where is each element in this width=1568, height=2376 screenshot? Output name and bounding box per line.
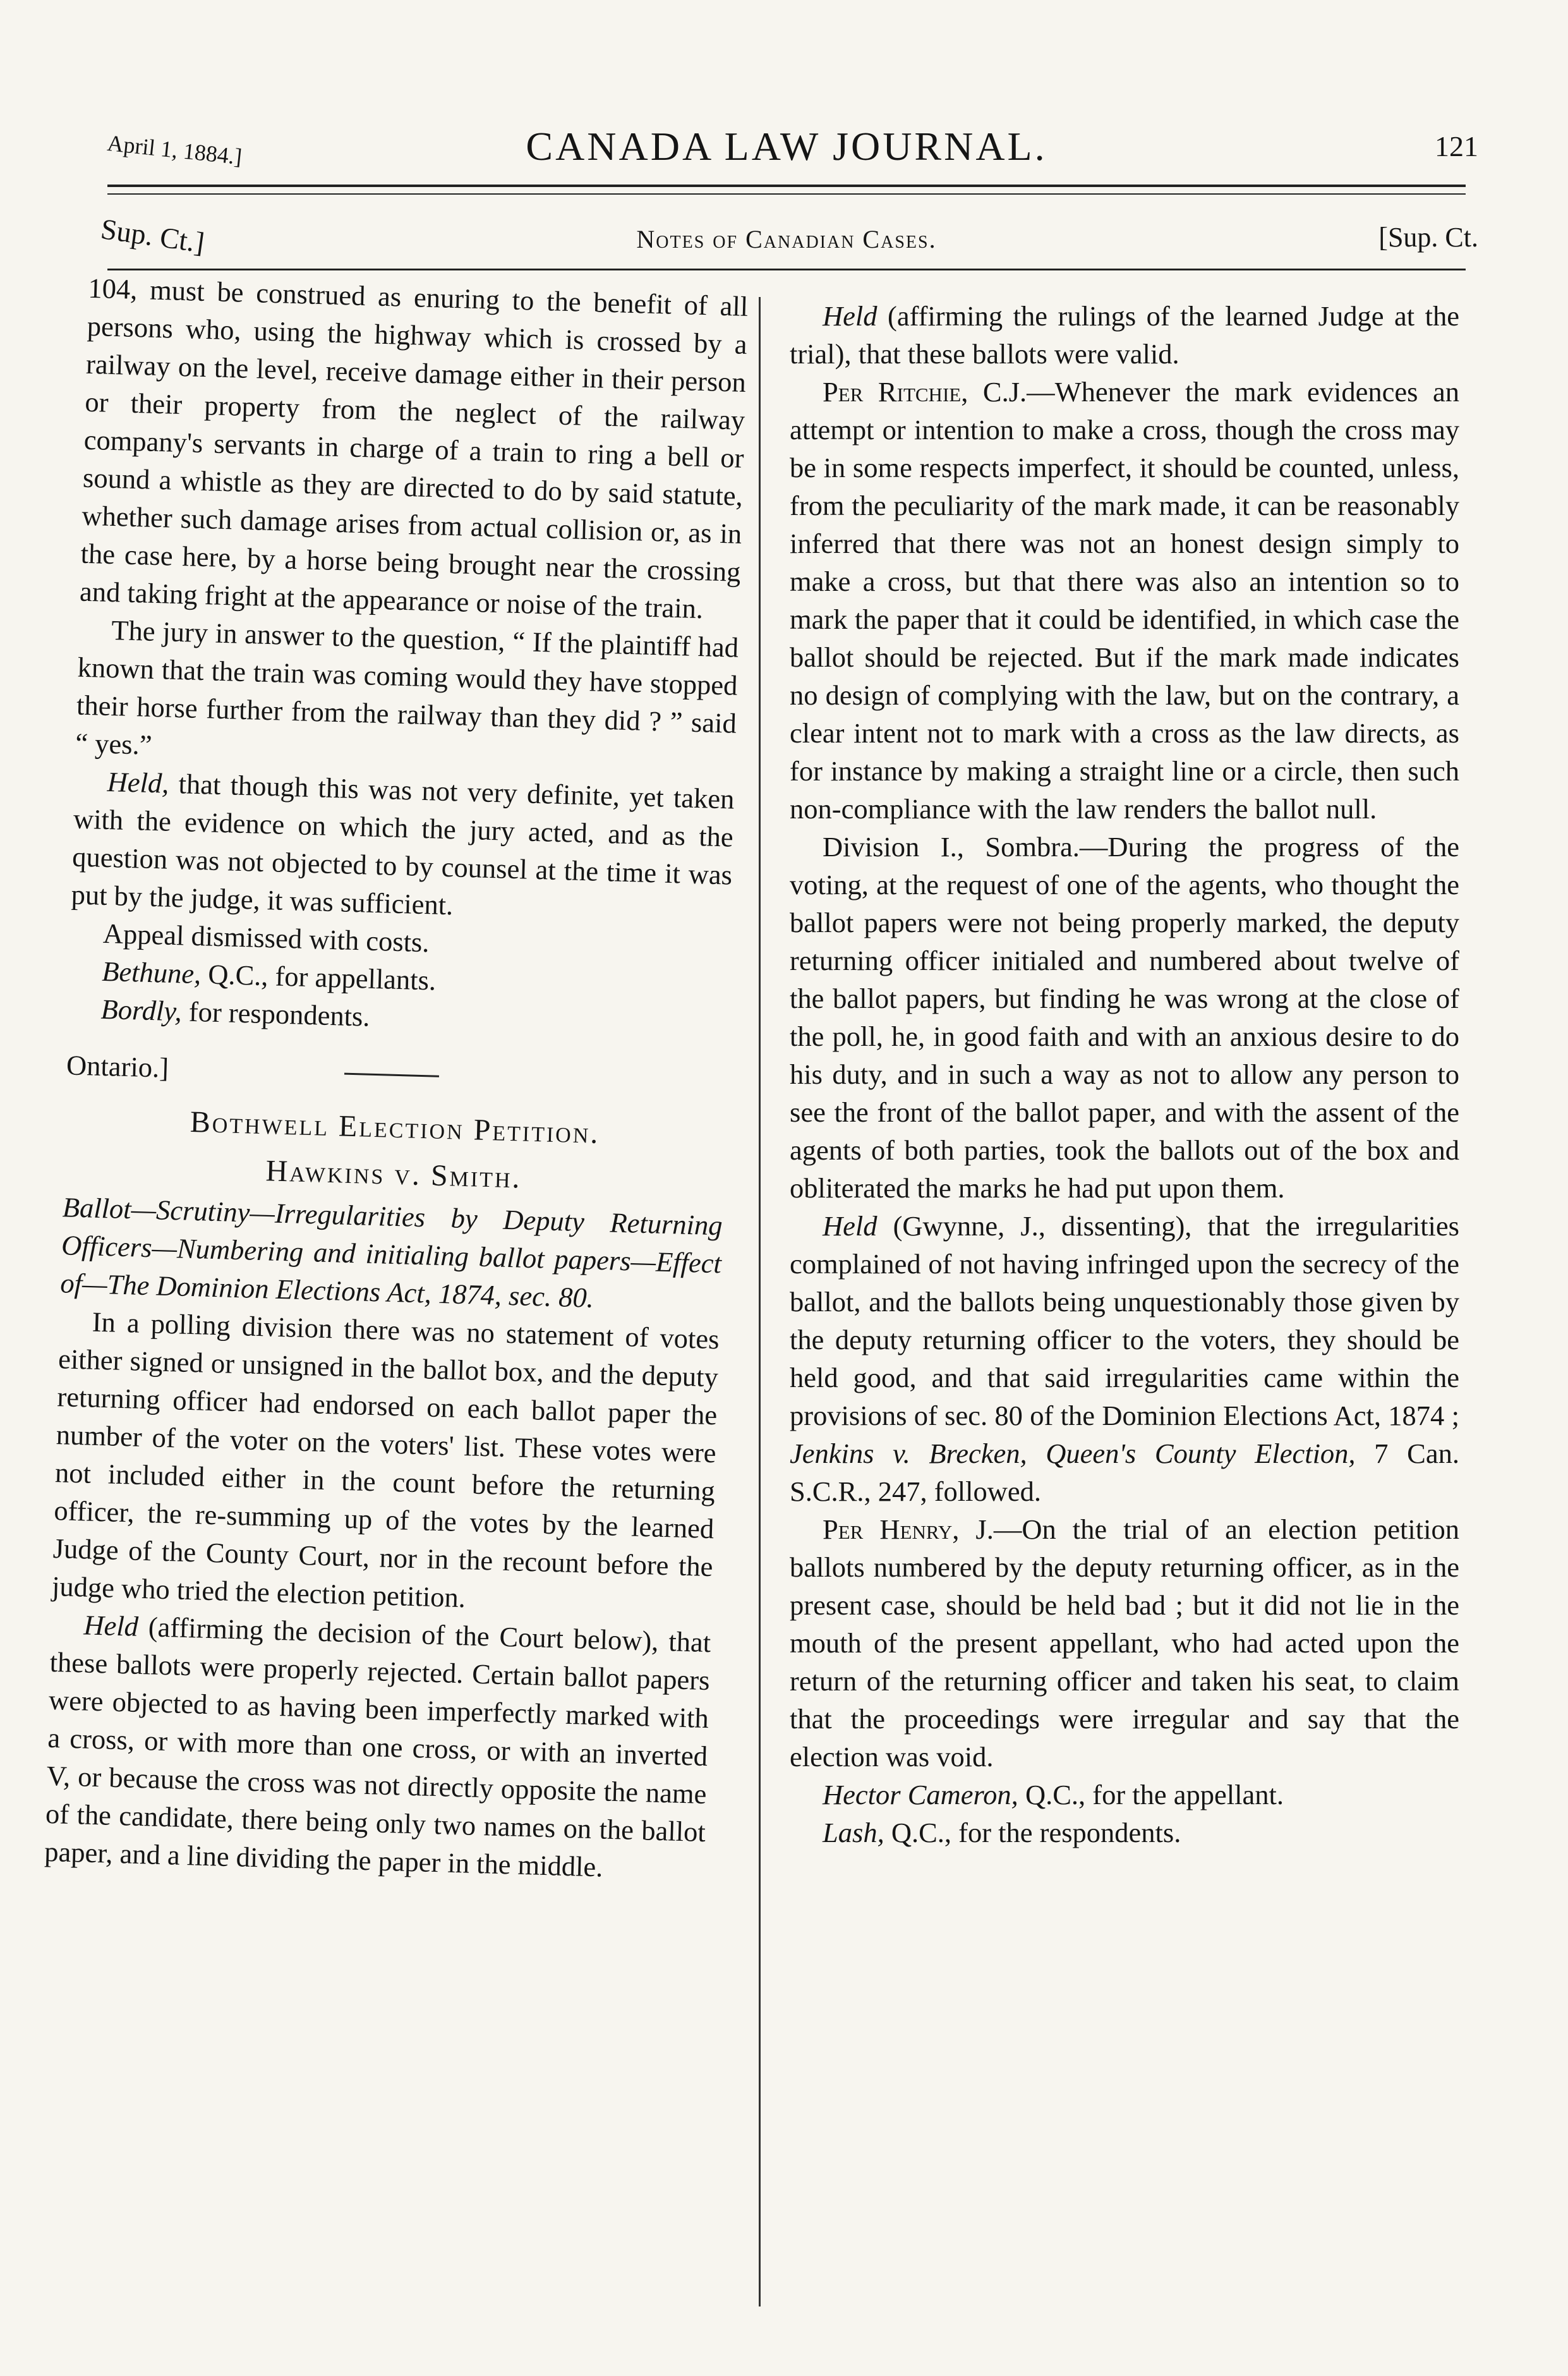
running-header <box>95 123 1478 180</box>
paragraph <box>790 1510 1459 1776</box>
counsel-line <box>790 1814 1459 1852</box>
column-divider <box>759 297 761 2306</box>
held-text: (affirming the rulings of the learned Judge at the trial), that these ballots were valid. <box>790 300 1459 370</box>
paragraph: 104, must be construed as enuring to the benefit of all persons who, using the highway which is crossed by a railway on the level, receive damage either in their person or their property from the neglect of the railway company's servants in charge of a train to ring a bell or sound a whistle as they are directed to do by said statute, whether such damage arises from actual collision or, as in the case here, by a horse being brought near the crossing and taking fright at the appearance or noise of the train. <box>79 272 749 625</box>
header-rule <box>107 269 1466 270</box>
judge-label: Per Henry, J. <box>823 1513 994 1545</box>
counsel-role: Q.C., for the respondents. <box>884 1817 1181 1848</box>
page-number: 121 <box>1435 130 1478 162</box>
opinion-text: —Whenever the mark evidences an attempt or intention to make a cross, though the cross may be in some respects imperfect, it should be counted, unless, from the peculiarity of the mark made, it can be reasonably inferred that there was not an honest design simply to make a cross, but that there was also an intention so to mark the paper that it could be identified, in which case the ballot should be rejected. But if the mark made indicates no design of complying with the law, but on the contrary, a clear intent not to mark with a cross as the law directs, as for instance by making a straight line or a circle, then such non-compliance with the law renders the ballot null. <box>790 376 1460 825</box>
case-parties: Hawkins v. Smith. <box>265 1154 522 1195</box>
right-column <box>790 297 1459 1852</box>
section-title: Notes of Canadian Cases. <box>636 225 937 253</box>
paragraph <box>790 1207 1459 1510</box>
issue-date: April 1, 1884.] <box>106 130 243 170</box>
held-text: (Gwynne, J., dissenting), that the irregularities complained of not having infringed upon the secrecy of the ballot, and the ballots being unquestionably those given by the deputy returning officer to the voters, they should be held good, and that said irregularities came within the provisions of sec. 80 of the Dominion Elections Act, 1874 ; <box>790 1210 1459 1431</box>
paragraph: In a polling division there was no statement of votes either signed or unsigned in the ballot box, and the deputy returning officer had endorsed on each ballot paper the number of the voter on the voters' list. These votes were not included either in the count before the returning officer, the re-summing up of the votes by the learned Judge of the County Court, nor in the recount before the judge who tried the election petition. <box>51 1306 720 1614</box>
counsel-role: for respondents. <box>181 995 371 1033</box>
journal-title: CANADA LAW JOURNAL. <box>526 124 1047 169</box>
section-header <box>95 205 1478 262</box>
judge-label: Per Ritchie, C.J. <box>823 376 1027 408</box>
counsel-line <box>790 1776 1459 1814</box>
held-label: Held <box>823 300 877 332</box>
case-title: Bothwell Election Petition. <box>190 1105 601 1150</box>
left-column <box>44 269 749 1889</box>
case-citation: Jenkins v. Brecken, Queen's County Election, <box>790 1438 1356 1469</box>
section-left-label: Sup. Ct.] <box>99 212 207 259</box>
held-text: (affirming the decision of the Court below), that these ballots were properly rejected. Certain ballot papers were objected to as having been imperfectly marked with a cross, or with more than one cross, or with an inverted V, or because the cross was not directly opposite the name of the candidate, there being only two names on the ballot paper, and a line dividing the paper in the middle. <box>44 1610 711 1883</box>
held-text: that though this was not very definite, yet taken with the evidence on which the jury acted, and as the question was not objected to by counsel at the time it was put by the judge, it was sufficient. <box>71 767 735 921</box>
opinion-text: —On the trial of an election petition ballots numbered by the deputy returning officer, as in the present case, should be held bad ; but it did not lie in the mouth of the present appellant, who had acted upon the return of the returning officer and taken his seat, to claim that the proceedings were irregular and say that the election was void. <box>790 1513 1459 1773</box>
citation-text: 7 Can. S.C.R., 247, followed. <box>790 1438 1459 1507</box>
counsel-role: Q.C., for the appellant. <box>1018 1779 1284 1810</box>
paragraph <box>44 1605 711 1889</box>
short-rule <box>344 1073 439 1077</box>
province-label: Ontario.] <box>66 1049 169 1084</box>
counsel-name: Lash, <box>823 1817 884 1848</box>
section-right-label: [Sup. Ct. <box>1378 222 1478 253</box>
paragraph <box>71 762 735 932</box>
counsel-name: Bordly, <box>100 993 183 1027</box>
headnote: Ballot—Scrutiny—Irregularities by Deputy Returning Officers—Numbering and initialing ballot papers—Effect of—The Dominion Elections Act, 1874, sec. 80. <box>59 1191 723 1314</box>
held-label: Held, <box>107 765 170 799</box>
paragraph <box>790 373 1459 828</box>
counsel-name: Hector Cameron, <box>823 1779 1018 1810</box>
held-label: Held <box>823 1210 877 1242</box>
disposition: Appeal dismissed with costs. <box>102 917 430 959</box>
paragraph: Division I., Sombra.—During the progress of the voting, at the request of one of the agents, who thought the ballot papers were not being properly marked, the deputy returning officer initialed and numbered about twelve of the ballot papers, but finding he was wrong at the close of the poll, he, in good faith and with an anxious desire to do his duty, and in such a way as not to allow any person to see the front of the ballot paper, and with the assent of the agents of both parties, took the ballots out of the box and obliterated the marks he had put upon them. <box>790 831 1459 1204</box>
header-double-rule <box>107 185 1466 195</box>
counsel-role: Q.C., for appellants. <box>200 958 437 997</box>
paragraph <box>790 297 1459 373</box>
counsel-name: Bethune, <box>101 955 202 990</box>
paragraph: The jury in answer to the question, “ If the plaintiff had known that the train was coming would they have stopped their horse further from the railway than they did ? ” said “ yes.” <box>75 614 739 761</box>
held-label: Held <box>83 1609 139 1642</box>
